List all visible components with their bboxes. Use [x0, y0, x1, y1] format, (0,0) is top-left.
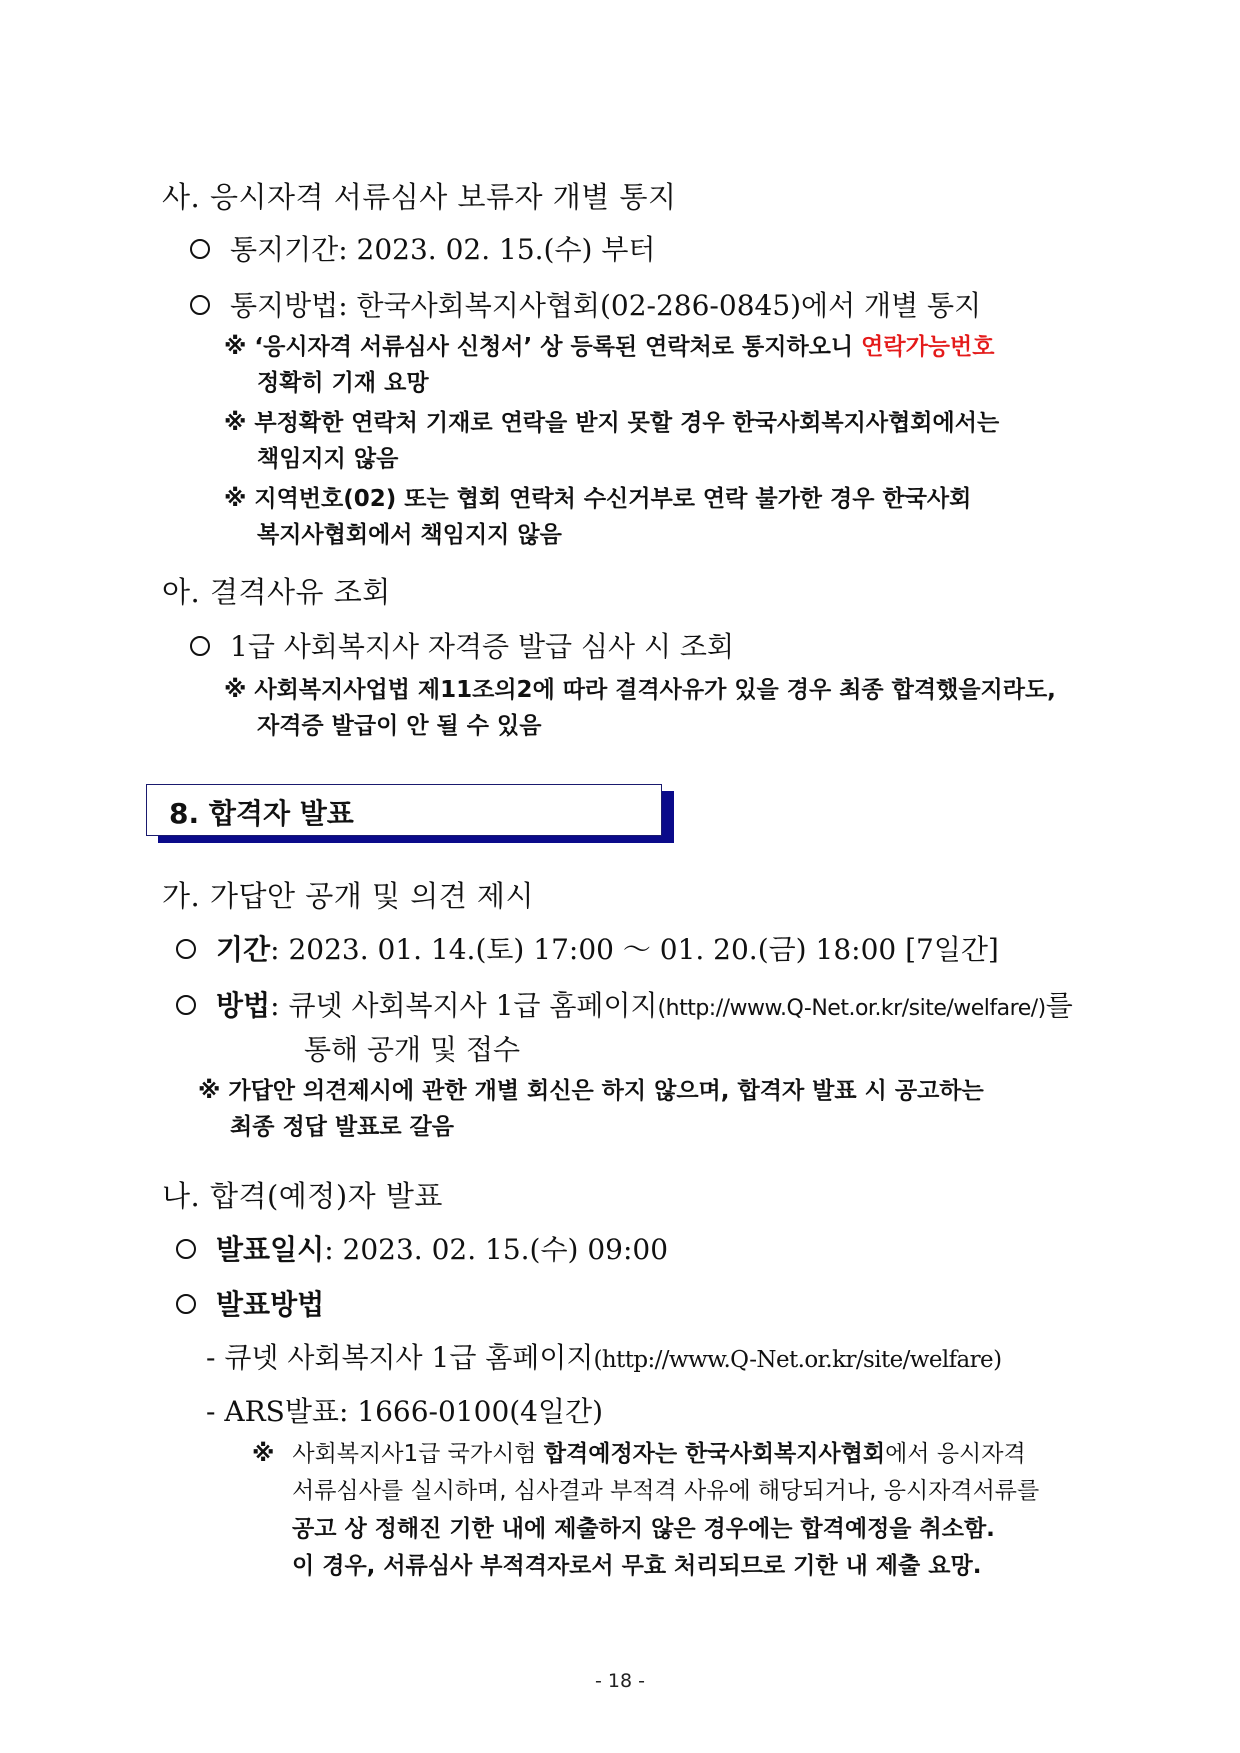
na-homepage-url: (http://www.Q-Net.or.kr/site/welfare)	[593, 1347, 1002, 1373]
sa-note-3: ※ 지역번호(02) 또는 협회 연락처 수신거부로 연락 불가한 경우 한국사회	[224, 486, 972, 512]
circle-bullet-icon	[190, 295, 210, 315]
sa-note-1-highlight: 연락가능번호	[861, 334, 995, 360]
sa-note-1-text: ※ ‘응시자격 서류심사 신청서’ 상 등록된 연락처로 통지하오니	[224, 334, 862, 360]
na-date-text: : 2023. 02. 15.(수) 09:00	[324, 1233, 669, 1266]
na-note-1-line3: 공고 상 정해진 기한 내에 제출하지 않은 경우에는 합격예정을 취소함.	[292, 1516, 995, 1542]
na-note-1-part3: 에서 응시자격	[885, 1441, 1026, 1467]
na-bullet-date	[176, 1228, 668, 1268]
section-a-heading: 아. 결격사유 조회	[162, 575, 391, 609]
ga-note-1: ※ 가답안 의견제시에 관한 개별 회신은 하지 않으며, 합격자 발표 시 공고하는	[198, 1078, 984, 1104]
na-note-1-line2: 서류심사를 실시하며, 심사결과 부적격 사유에 해당되거나, 응시자격서류를	[292, 1478, 1040, 1504]
circle-bullet-icon	[176, 1239, 196, 1259]
ga-note-1-cont: 최종 정답 발표로 갈음	[230, 1114, 454, 1140]
circle-bullet-icon	[176, 995, 196, 1015]
na-note-1	[252, 1435, 1026, 1468]
section-ga-heading: 가. 가답안 공개 및 의견 제시	[162, 879, 534, 913]
na-method-homepage	[206, 1336, 1001, 1376]
ga-period-text: : 2023. 01. 14.(토) 17:00 ～ 01. 20.(금) 18:00 [7일간]	[270, 933, 999, 966]
na-note-1-part1: 사회복지사1급 국가시험	[292, 1441, 544, 1467]
sa-note-3-cont: 복지사협회에서 책임지지 않음	[257, 522, 562, 548]
page-number: - 18 -	[595, 1670, 645, 1692]
a-check-text: 1급 사회복지사 자격증 발급 심사 시 조회	[230, 630, 734, 663]
ga-method-url: (http://www.Q-Net.or.kr/site/welfare/)	[657, 996, 1046, 1021]
ga-bullet-method	[176, 984, 1073, 1024]
a-note-1-cont: 자격증 발급이 안 될 수 있음	[257, 713, 542, 739]
section-8-title-box	[146, 784, 662, 836]
circle-bullet-icon	[190, 239, 210, 259]
sa-bullet-method	[190, 284, 981, 324]
ga-method-text: : 큐넷 사회복지사 1급 홈페이지	[270, 989, 658, 1022]
na-method-ars: - ARS발표: 1666-0100(4일간)	[206, 1395, 604, 1428]
a-bullet-check	[190, 625, 734, 665]
ga-method-cont: 통해 공개 및 접수	[304, 1033, 521, 1066]
na-note-1-part2: 합격예정자는 한국사회복지사협회	[543, 1441, 886, 1467]
ga-method-tail: 를	[1045, 989, 1073, 1022]
na-method-label: 발표방법	[216, 1288, 325, 1321]
sa-note-2-cont: 책임지지 않음	[257, 446, 399, 472]
sa-method-text: 통지방법: 한국사회복지사협회(02-286-0845)에서 개별 통지	[230, 289, 982, 322]
circle-bullet-icon	[176, 1294, 196, 1314]
circle-bullet-icon	[176, 939, 196, 959]
a-note-1: ※ 사회복지사업법 제11조의2에 따라 결격사유가 있을 경우 최종 합격했을지라도,	[224, 677, 1056, 703]
section-8-title: 8. 합격자 발표	[169, 797, 354, 830]
na-date-label: 발표일시	[216, 1233, 325, 1266]
sa-note-1-cont: 정확히 기재 요망	[257, 370, 429, 396]
sa-period-text: 통지기간: 2023. 02. 15.(수) 부터	[230, 233, 656, 266]
ga-period-label: 기간	[216, 933, 271, 966]
ga-bullet-period	[176, 928, 999, 968]
na-bullet-method	[176, 1283, 324, 1323]
section-na-heading: 나. 합격(예정)자 발표	[162, 1179, 443, 1213]
sa-note-2: ※ 부정확한 연락처 기재로 연락을 받지 못할 경우 한국사회복지사협회에서는	[224, 410, 1000, 436]
sa-note-1	[224, 328, 994, 361]
circle-bullet-icon	[190, 636, 210, 656]
na-note-1-line4: 이 경우, 서류심사 부적격자로서 무효 처리되므로 기한 내 제출 요망.	[292, 1553, 982, 1579]
note-mark: ※	[252, 1441, 275, 1467]
na-homepage-text: - 큐넷 사회복지사 1급 홈페이지	[206, 1341, 594, 1374]
sa-bullet-period	[190, 228, 655, 268]
section-sa-heading: 사. 응시자격 서류심사 보류자 개별 통지	[162, 180, 677, 214]
ga-method-label: 방법	[216, 989, 271, 1022]
